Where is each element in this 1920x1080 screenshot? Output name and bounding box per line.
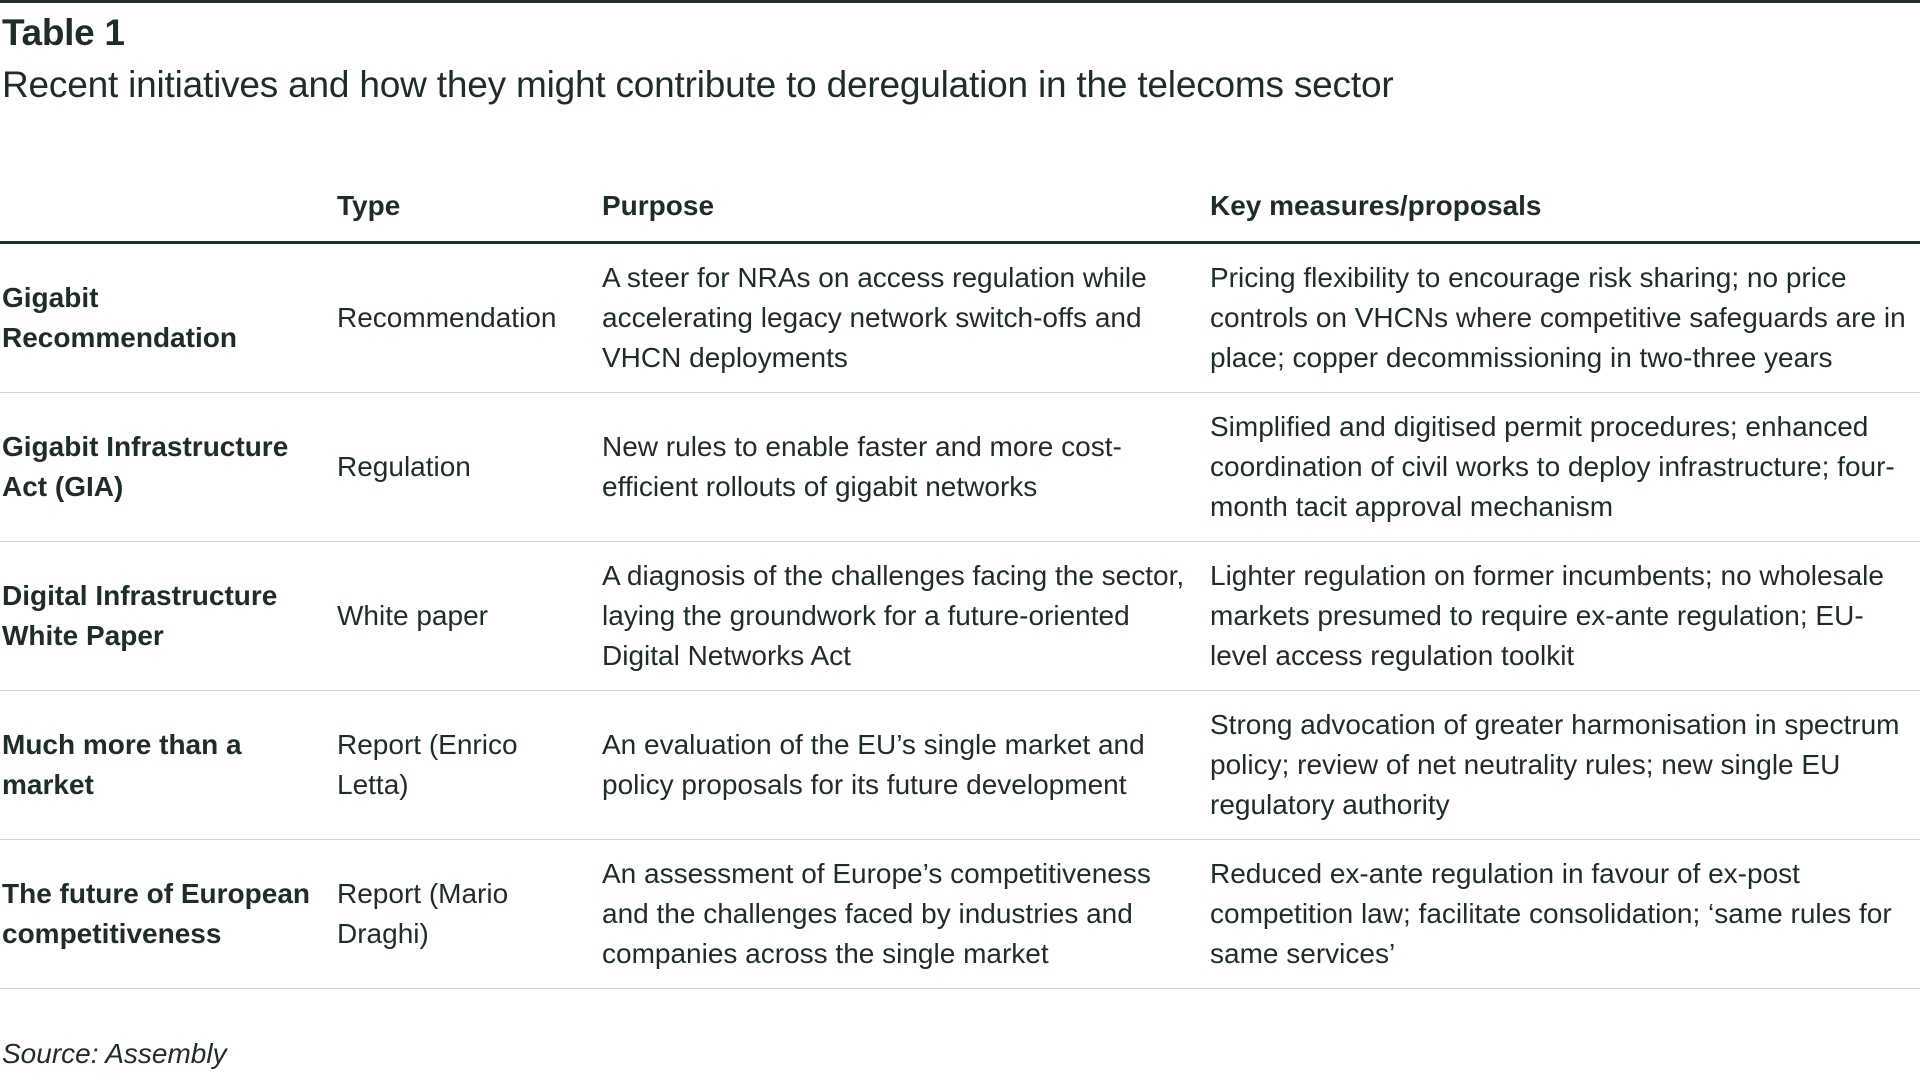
table-row bbox=[0, 840, 1920, 989]
table-row bbox=[0, 393, 1920, 542]
initiative-name: Much more than a market bbox=[2, 729, 242, 800]
header-type: Type bbox=[337, 190, 401, 221]
initiative-type: Report (Enrico Letta) bbox=[337, 729, 518, 800]
initiative-name: Gigabit Recommendation bbox=[2, 282, 237, 353]
header-key-measures: Key measures/proposals bbox=[1210, 190, 1542, 221]
initiative-type: Recommendation bbox=[337, 302, 557, 333]
table-body bbox=[0, 244, 1920, 989]
initiative-measures: Pricing flexibility to encourage risk sharing; no price controls on VHCNs where competitive safeguards are in place; copper decommissioning in two-three years bbox=[1210, 262, 1906, 373]
initiative-purpose: A steer for NRAs on access regulation while accelerating legacy network switch-offs and VHCN deployments bbox=[602, 262, 1147, 373]
initiative-purpose: An evaluation of the EU’s single market and policy proposals for its future development bbox=[602, 729, 1145, 800]
initiative-name: Digital Infrastructure White Paper bbox=[2, 580, 278, 651]
initiative-type: White paper bbox=[337, 600, 488, 631]
top-rule bbox=[0, 0, 1920, 3]
table-row bbox=[0, 542, 1920, 691]
initiative-measures: Reduced ex-ante regulation in favour of ex-post competition law; facilitate consolidation; ‘same rules for same services’ bbox=[1210, 858, 1892, 969]
table-row bbox=[0, 244, 1920, 393]
initiative-name: Gigabit Infrastructure Act (GIA) bbox=[2, 431, 289, 502]
initiative-type: Regulation bbox=[337, 451, 471, 482]
initiative-type: Report (Mario Draghi) bbox=[337, 878, 509, 949]
initiative-measures: Simplified and digitised permit procedures; enhanced coordination of civil works to deploy infrastructure; four-month tacit approval mechanism bbox=[1210, 411, 1895, 522]
table-header-row bbox=[0, 190, 1920, 230]
initiative-purpose: An assessment of Europe’s competitiveness and the challenges faced by industries and companies across the single market bbox=[602, 858, 1151, 969]
initiative-measures: Lighter regulation on former incumbents; no wholesale markets presumed to require ex-ante regulation; EU-level access regulation toolkit bbox=[1210, 560, 1884, 671]
table-row bbox=[0, 691, 1920, 840]
table-title: Recent initiatives and how they might contribute to deregulation in the telecoms sector bbox=[2, 64, 1394, 105]
initiative-purpose: New rules to enable faster and more cost-efficient rollouts of gigabit networks bbox=[602, 431, 1122, 502]
initiative-purpose: A diagnosis of the challenges facing the sector, laying the groundwork for a future-oriented Digital Networks Act bbox=[602, 560, 1185, 671]
source-note: Source: Assembly bbox=[2, 1038, 227, 1069]
initiative-name: The future of European competitiveness bbox=[2, 878, 310, 949]
header-purpose: Purpose bbox=[602, 190, 715, 221]
initiative-measures: Strong advocation of greater harmonisation in spectrum policy; review of net neutrality rules; new single EU regulatory authority bbox=[1210, 709, 1900, 820]
table-label: Table 1 bbox=[2, 12, 125, 53]
